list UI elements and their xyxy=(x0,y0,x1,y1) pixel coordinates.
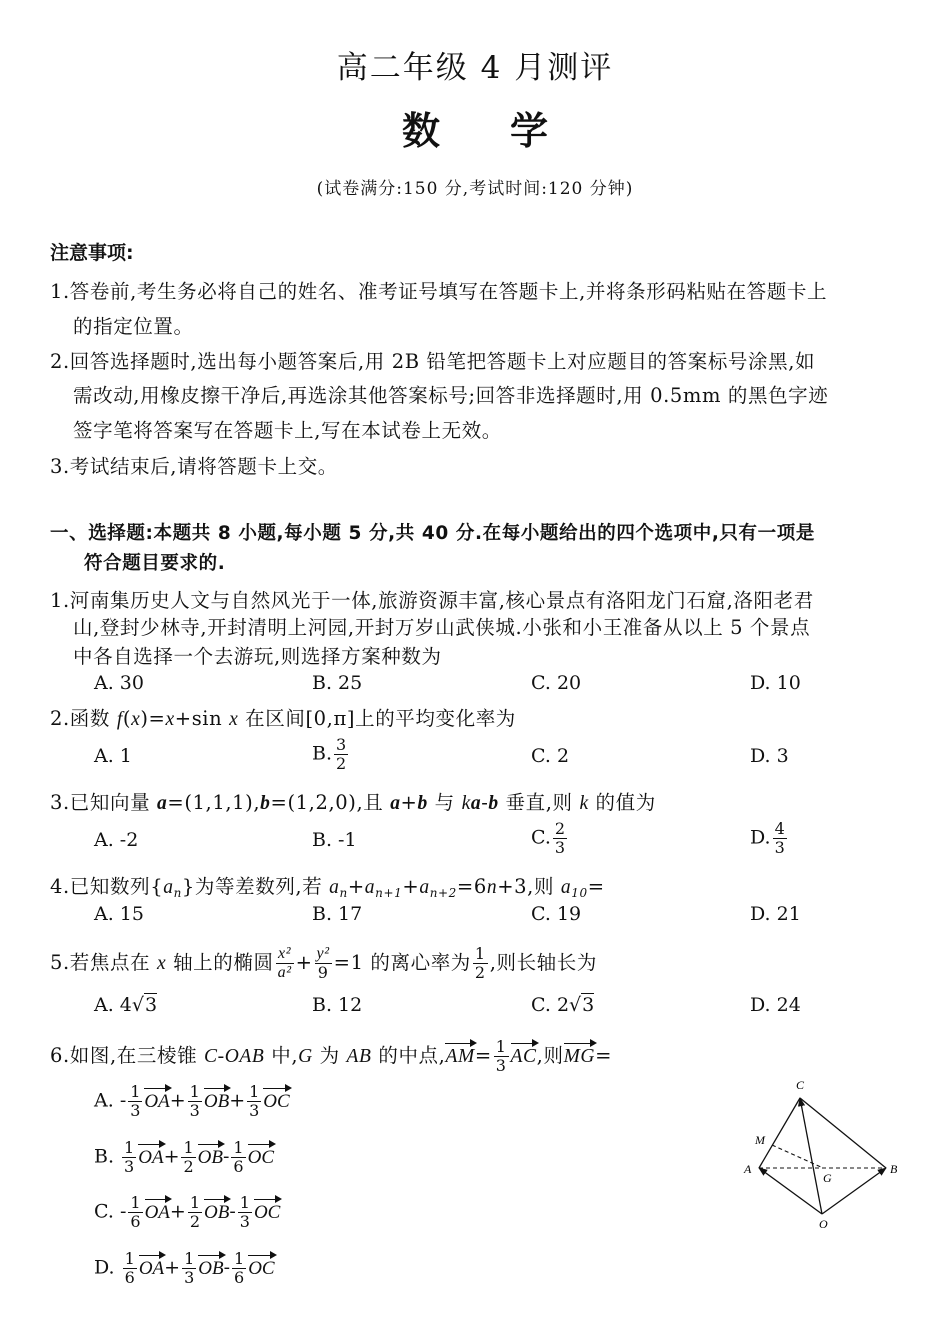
q4-option-c: C. 19 xyxy=(531,903,582,925)
q1-option-b: B. 25 xyxy=(312,672,363,694)
section-heading-cont: 符合题目要求的. xyxy=(84,553,226,574)
question-4-stem: 4.已知数列$\{a_n\}$为等差数列,若 $a_n+a_{n+1}+a_{n+2}=6n+3$,则 $a_{10}=$ xyxy=(50,875,605,900)
q2-option-a: A. 1 xyxy=(94,745,132,767)
q6-option-c: C. - $\frac{1}{6}$ OA+ $\frac{1}{2}$ OB- $\frac{1}{3}$ OC xyxy=(94,1193,281,1231)
subject-title xyxy=(0,100,950,155)
question-3-stem: 3.已知向量 a=(1,1,1),b=(1,2,0),且 a+b 与 ka-b 垂直,则 k 的值为 xyxy=(50,791,656,814)
q2-option-d: D. 3 xyxy=(750,745,789,767)
notice-line: 签字笔将答案写在答题卡上,写在本试卷上无效。 xyxy=(73,419,502,442)
notice-title: 注意事项: xyxy=(50,242,134,264)
q3-option-d: D. $\frac{4}{3}$ xyxy=(750,819,785,857)
q3-option-a: A. -2 xyxy=(94,829,139,851)
question-1-line: 1.河南集历史人文与自然风光于一体,旅游资源丰富,核心景点有洛阳龙门石窟,洛阳老君 xyxy=(50,589,814,612)
exam-title: 高二年级 4 月测评 xyxy=(336,50,614,86)
question-2-stem: 2.函数 f(x)=x+sin x 在区间[0,π]上的平均变化率为 xyxy=(50,707,516,730)
question-1-line: 中各自选择一个去游玩,则选择方案种数为 xyxy=(73,645,442,668)
label-a: A xyxy=(744,1162,752,1176)
notice-line: 3.考试结束后,请将答题卡上交。 xyxy=(50,455,338,478)
q4-option-b: B. 17 xyxy=(312,903,363,925)
tetrahedron-figure xyxy=(738,1072,908,1237)
subject-char-2: 学 xyxy=(510,109,549,153)
q1-option-c: C. 20 xyxy=(531,672,582,694)
edge-oa xyxy=(759,1168,822,1214)
q5-option-d: D. 24 xyxy=(750,994,801,1016)
notice-line: 2.回答选择题时,选出每小题答案后,用 2B 铅笔把答题卡上对应题目的答案标号涂黑,如 xyxy=(50,350,816,373)
q1-option-a: A. 30 xyxy=(94,672,144,694)
q5-option-c: C. 2√3 xyxy=(531,994,595,1016)
exam-info: (试卷满分:150 分,考试时间:120 分钟) xyxy=(316,179,634,199)
edge-ca xyxy=(759,1098,800,1168)
q4-option-d: D. 21 xyxy=(750,903,801,925)
q2-option-c: C. 2 xyxy=(531,745,570,767)
section-heading: 一、选择题:本题共 8 小题,每小题 5 分,共 40 分.在每小题给出的四个选项中,只有一项是 xyxy=(50,523,815,544)
notice-line: 的指定位置。 xyxy=(73,315,194,338)
q6-option-a: A. - $\frac{1}{3}$ OA+ $\frac{1}{3}$ OB+ $\frac{1}{3}$ OC xyxy=(94,1082,290,1120)
q5-option-a: A. 4√3 xyxy=(94,994,158,1016)
q2-option-b: B. $\frac{3}{2}$ xyxy=(312,735,347,773)
q1-option-d: D. 10 xyxy=(750,672,801,694)
label-c: C xyxy=(796,1078,805,1092)
q4-option-a: A. 15 xyxy=(94,903,144,925)
edge-cb xyxy=(800,1098,886,1168)
label-g: G xyxy=(823,1171,832,1185)
question-5-stem: 5.若焦点在 x 轴上的椭圆 $\frac{\text{x²}}{\text{a²}}$ + $\frac{\text{y²}}{9}$ =1 的离心率为 $\frac{1}{2}$ ,则长轴长为 xyxy=(50,944,597,982)
notice-line: 1.答卷前,考生务必将自己的姓名、准考证号填写在答题卡上,并将条形码粘贴在答题卡上 xyxy=(50,280,828,303)
q3-option-b: B. -1 xyxy=(312,829,357,851)
subject-char-1: 数 xyxy=(401,109,440,153)
q3-option-c: C. $\frac{2}{3}$ xyxy=(531,819,566,857)
q5-option-b: B. 12 xyxy=(312,994,363,1016)
q6-option-b: B. $\frac{1}{3}$ OA+ $\frac{1}{2}$ OB- $\frac{1}{6}$ OC xyxy=(94,1138,275,1176)
q6-option-d: D. $\frac{1}{6}$ OA+ $\frac{1}{3}$ OB- $\frac{1}{6}$ OC xyxy=(94,1249,275,1287)
segment-mg-dashed xyxy=(772,1145,823,1168)
label-m: M xyxy=(755,1133,765,1147)
label-o: O xyxy=(819,1217,828,1231)
label-b: B xyxy=(890,1162,898,1176)
question-1-line: 山,登封少林寺,开封清明上河园,开封万岁山武侠城.小张和小王准备从以上 5 个景点 xyxy=(73,616,811,639)
edge-oc xyxy=(800,1098,822,1214)
notice-line: 需改动,用橡皮擦干净后,再选涂其他答案标号;回答非选择题时,用 0.5mm 的黑色字迹 xyxy=(73,384,829,407)
question-6-stem: 6.如图,在三棱锥 C-OAB 中,G 为 AB 的中点,AM= $\frac{1}{3}$ AC,则MG= xyxy=(50,1037,613,1075)
